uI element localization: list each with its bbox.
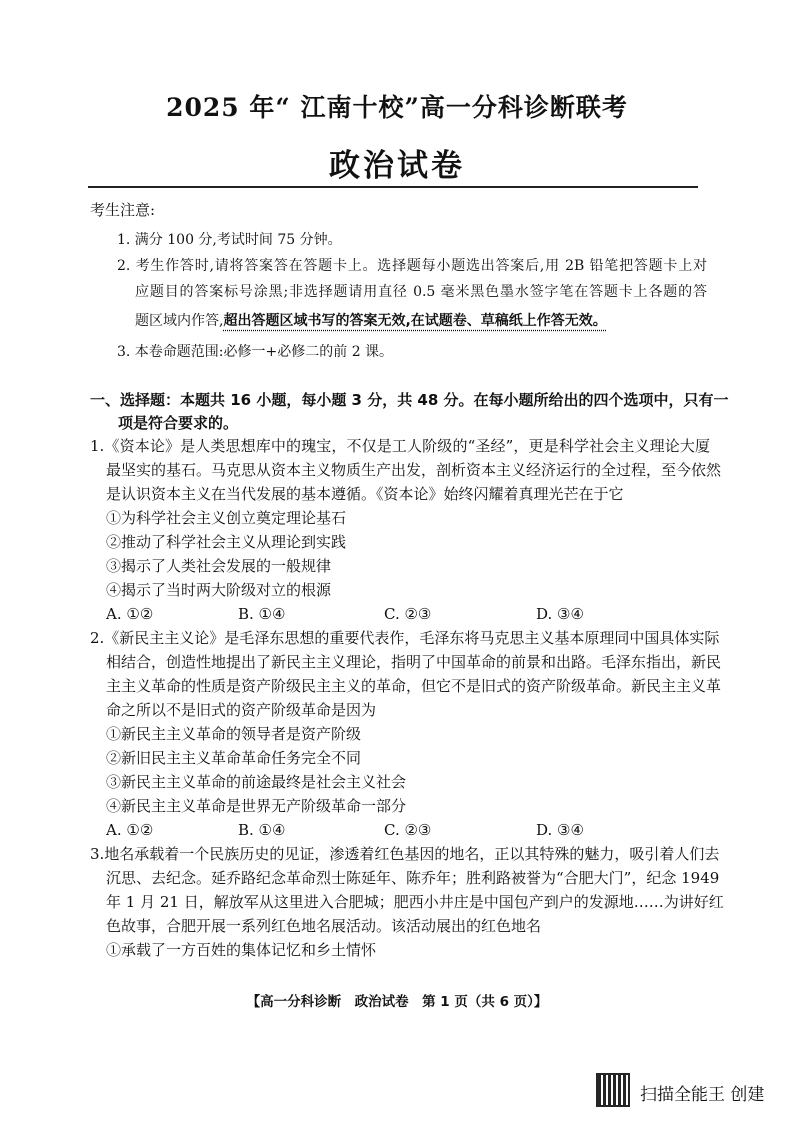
question-option: ①承载了一方百姓的集体记忆和乡土情怀 <box>106 941 377 959</box>
question-stem-line: 3.地名承载着一个民族历史的见证，渗透着红色基因的地名，正以其特殊的魅力，吸引着人们去 <box>90 845 720 863</box>
question-option: ④揭示了当时两大阶级对立的根源 <box>106 581 332 599</box>
page-footer: 【高一分科诊断 政治试卷 第 1 页（共 6 页）】 <box>246 994 548 1010</box>
scanner-watermark: 扫描全能王 创建 <box>640 1085 765 1105</box>
answer-choice: B. ①④ <box>238 605 286 623</box>
subject-title: 政治试卷 <box>329 148 465 184</box>
question-stem-line: 年 1 月 21 日，解放军从这里进入合肥城；肥西小井庄是中国包产到户的发源地……为讲好红 <box>106 893 724 911</box>
question-stem-line: 命之所以不是旧式的资产阶级革命是因为 <box>106 701 377 719</box>
question-option: ②新旧民主主义革命革命任务完全不同 <box>106 749 362 767</box>
qr-code-icon <box>596 1073 630 1107</box>
question-option: ④新民主主义革命是世界无产阶级革命一部分 <box>106 797 407 815</box>
answer-choice: D. ③④ <box>536 605 584 623</box>
question-stem-line: 主主义革命的性质是资产阶级民主主义的革命，但它不是旧式的资产阶级革命。新民主主义革 <box>106 677 722 695</box>
answer-choice: B. ①④ <box>238 821 286 839</box>
exam-title: 2025 年“ 江南十校”高一分科诊断联考 <box>166 93 628 122</box>
question-option: ③新民主主义革命的前途最终是社会主义社会 <box>106 773 407 791</box>
question-option: ①为科学社会主义创立奠定理论基石 <box>106 509 347 527</box>
question-stem-line: 沉思、去纪念。延乔路纪念革命烈士陈延年、陈乔年；胜利路被誉为“合肥大门”，纪念 1949 <box>106 869 720 887</box>
question-option: ②推动了科学社会主义从理论到实践 <box>106 533 347 551</box>
question-stem-line: 是认识资本主义在当代发展的基本遵循。《资本论》始终闪耀着真理光芒在于它 <box>106 485 624 503</box>
answer-choice: D. ③④ <box>536 821 584 839</box>
section-heading-line-2: 项是符合要求的。 <box>118 414 239 432</box>
question-stem-line: 2.《新民主主义论》是毛泽东思想的重要代表作，毛泽东将马克思主义基本原理同中国具体实际 <box>90 629 720 647</box>
question-stem-line: 相结合，创造性地提出了新民主主义理论，指明了中国革命的前景和出路。毛泽东指出，新民 <box>106 653 722 671</box>
question-option: ①新民主主义革命的领导者是资产阶级 <box>106 725 362 743</box>
note-1: 1. 满分 100 分,考试时间 75 分钟。 <box>117 232 342 248</box>
question-stem-line: 色故事，合肥开展一系列红色地名展活动。该活动展出的红色地名 <box>106 917 542 935</box>
section-heading-line-1: 一、选择题：本题共 16 小题，每小题 3 分，共 48 分。在每小题所给出的四个选项中，只有一 <box>90 391 729 409</box>
answer-choice: C. ②③ <box>384 605 432 623</box>
note-2-text: 题区域内作答, <box>135 313 224 329</box>
question-stem-line: 最坚实的基石。马克思从资本主义物质生产出发，剖析资本主义经济运行的全过程，至今依然 <box>106 461 722 479</box>
title-divider <box>88 186 698 188</box>
note-2-line-3 <box>135 311 607 331</box>
note-2-line-2: 应题目的答案标号涂黑;非选择题请用直径 0.5 毫米黑色墨水签字笔在答题卡上各题的答 <box>135 284 707 300</box>
answer-choice: A. ①② <box>106 605 154 623</box>
question-option: ③揭示了人类社会发展的一般规律 <box>106 557 332 575</box>
answer-choice: C. ②③ <box>384 821 432 839</box>
note-2-line-1: 2. 考生作答时,请将答案答在答题卡上。选择题每小题选出答案后,用 2B 铅笔把答题卡上对 <box>117 258 707 274</box>
question-stem-line: 1.《资本论》是人类思想库中的瑰宝，不仅是工人阶级的“圣经”，更是科学社会主义理论大厦 <box>90 437 710 455</box>
answer-choice: A. ①② <box>106 821 154 839</box>
notes-heading: 考生注意: <box>90 201 156 219</box>
note-3: 3. 本卷命题范围:必修一+必修二的前 2 课。 <box>117 344 394 360</box>
note-2-emphasis: 超出答题区域书写的答案无效,在试题卷、草稿纸上作答无效。 <box>223 313 607 329</box>
